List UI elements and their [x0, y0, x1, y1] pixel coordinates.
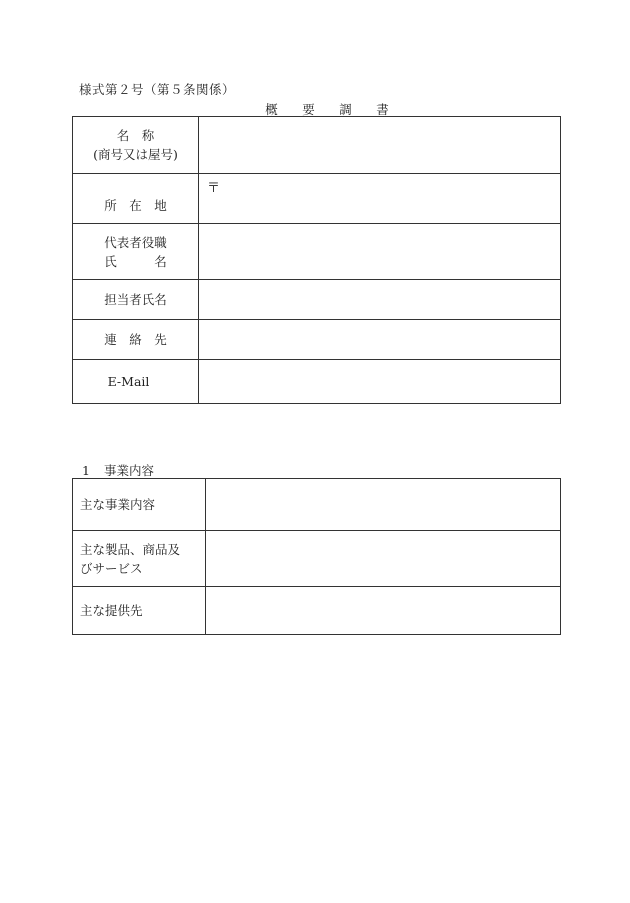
main-clients-label: 主な提供先	[80, 603, 143, 618]
contact-label: 連 絡 先	[104, 332, 167, 347]
contact-person-field[interactable]	[199, 280, 561, 320]
name-label-cell	[73, 117, 199, 174]
postal-mark-icon: 〒	[207, 181, 221, 196]
section-number: 1	[82, 463, 90, 478]
representative-field[interactable]	[199, 224, 561, 280]
business-section-heading	[82, 461, 154, 479]
main-business-label-cell	[73, 479, 206, 531]
contact-label-cell	[73, 320, 199, 360]
name-field[interactable]	[199, 117, 561, 174]
document-title: 概 要 調 書	[265, 102, 395, 117]
email-field[interactable]	[199, 360, 561, 404]
form-number: 様式第２号（第５条関係）	[79, 82, 236, 97]
address-field[interactable]	[199, 174, 561, 224]
products-label-cell	[73, 531, 206, 587]
address-label-cell	[73, 174, 199, 224]
contact-field[interactable]	[199, 320, 561, 360]
products-field[interactable]	[206, 531, 561, 587]
contact-person-label: 担当者氏名	[104, 292, 167, 307]
representative-label-cell	[73, 224, 199, 280]
main-clients-field[interactable]	[206, 587, 561, 635]
company-info-table	[72, 116, 561, 404]
email-label: E-Mail	[107, 374, 150, 389]
contact-person-label-cell	[73, 280, 199, 320]
name-sublabel: (商号又は屋号)	[93, 147, 178, 162]
representative-title-label: 代表者役職	[104, 234, 167, 250]
products-label-line2: びサービス	[80, 560, 143, 576]
business-table	[72, 478, 561, 635]
email-label-cell	[73, 360, 199, 404]
main-business-label: 主な事業内容	[80, 497, 156, 512]
representative-name-label: 氏 名	[104, 253, 167, 269]
main-business-field[interactable]	[206, 479, 561, 531]
products-label-line1: 主な製品、商品及	[80, 541, 181, 557]
main-clients-label-cell	[73, 587, 206, 635]
section-title: 事業内容	[103, 463, 154, 478]
address-label: 所 在 地	[104, 198, 167, 213]
name-label: 名 称	[116, 128, 155, 143]
